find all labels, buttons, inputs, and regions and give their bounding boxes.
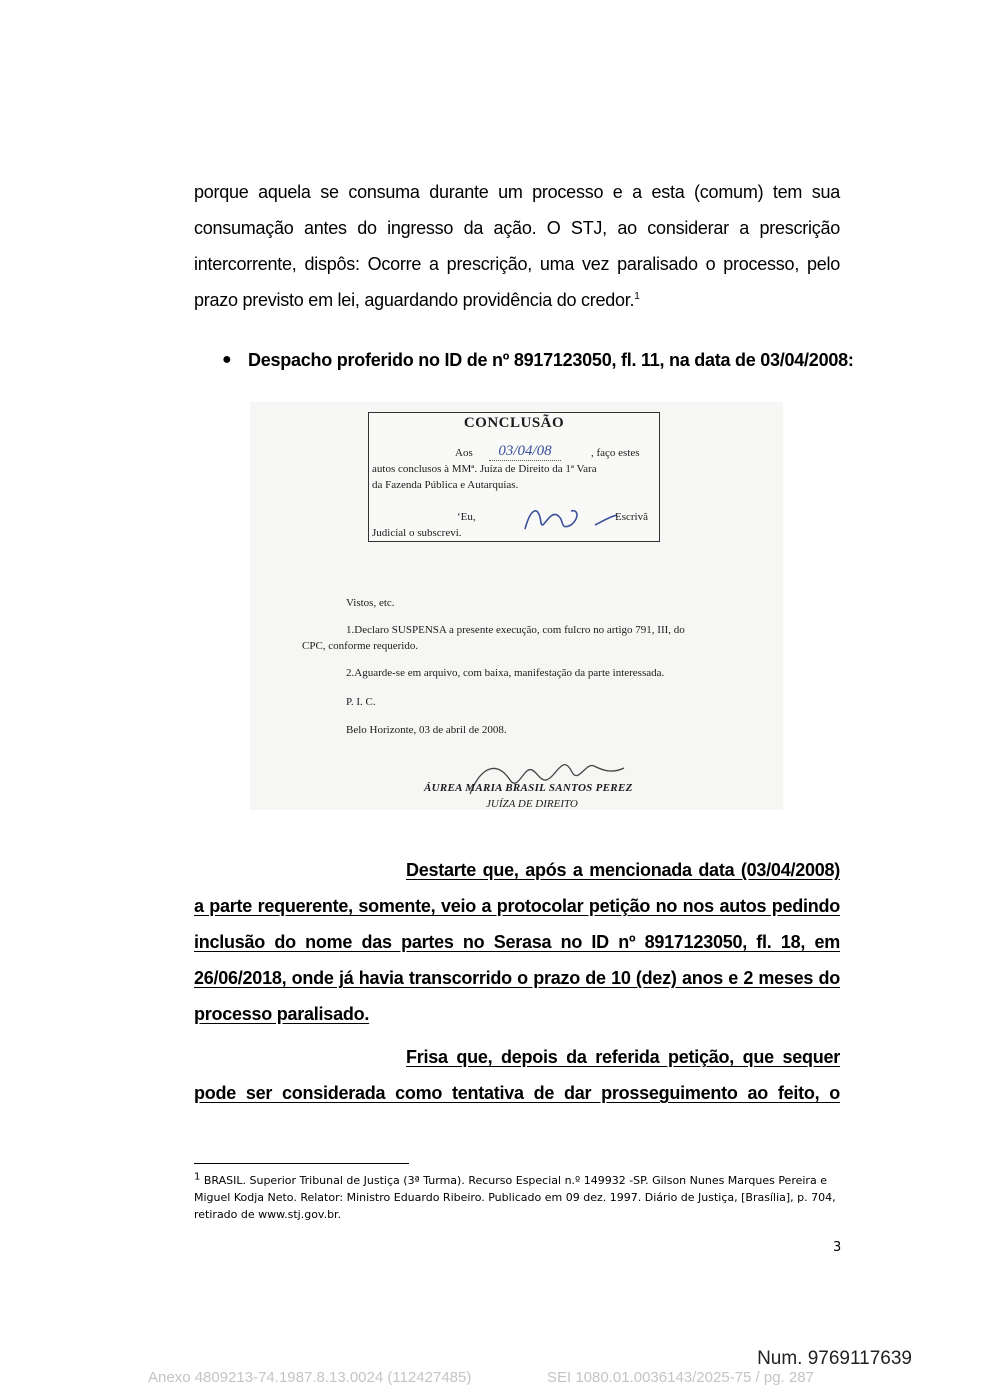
- conclusao-title: CONCLUSÃO: [463, 415, 565, 431]
- conclusao-line2: autos conclusos à MMª. Juíza de Direito da 1ª Vara: [372, 463, 597, 475]
- pic-line: P. I. C.: [346, 696, 376, 708]
- intro-paragraph: [194, 174, 840, 318]
- handwritten-date: 03/04/08: [489, 443, 561, 461]
- place-date-line: Belo Horizonte, 03 de abril de 2008.: [346, 724, 507, 736]
- faco-estes: , faço estes: [591, 447, 640, 459]
- item1-line-b: CPC, conforme requerido.: [302, 640, 419, 652]
- footnote-text: BRASIL. Superior Tribunal de Justiça (3ª Turma). Recurso Especial n.º 149932 -SP. Gilson Nunes Marques Pereira e Miguel Kodja Neto. Relator: Ministro Eduardo Ribeiro. Publicado em 09 dez. 1997. Diário de Justiça, [Brasília], p. 704, retirado de www.stj.gov.br.: [194, 1174, 836, 1221]
- judge-name: ÁUREA MARIA BRASIL SANTOS PEREZ: [424, 782, 633, 794]
- scanned-court-order: [250, 402, 783, 810]
- sei-watermark: SEI 1080.01.0036143/2025-75 / pg. 287: [547, 1369, 814, 1386]
- conclusao-stamp: [368, 412, 660, 542]
- document-number: Num. 9769117639: [757, 1348, 912, 1369]
- judge-role: JUÍZA DE DIREITO: [486, 798, 578, 810]
- footnote: [194, 1172, 840, 1223]
- escriva-label: Escrivã: [615, 511, 648, 523]
- footnote-rule: [194, 1163, 409, 1164]
- item1-line-a: 1.Declaro SUSPENSA a presente execução, com fulcro no artigo 791, III, do: [346, 624, 685, 636]
- vistos-line: Vistos, etc.: [346, 597, 395, 609]
- bullet-heading-text: Despacho proferido no ID de nº 8917123050, fl. 11, na data de 03/04/2008:: [248, 350, 854, 370]
- bullet-dot-icon: ●: [222, 351, 232, 368]
- intro-paragraph-text: porque aquela se consuma durante um processo e a esta (comum) tem sua consumação antes do ingresso da ação. O STJ, ao considerar a prescrição intercorrente, dispôs: Ocorre a prescrição, uma vez paralisado o processo, pelo prazo previsto em lei, aguardando providência do credor.: [194, 182, 840, 310]
- anexo-watermark: Anexo 4809213-74.1987.8.13.0024 (112427485): [148, 1369, 472, 1386]
- aos-label: Aos: [455, 447, 473, 459]
- footnote-number: 1: [194, 1171, 201, 1183]
- frisa-paragraph: Frisa que, depois da referida petição, que sequer pode ser considerada como tentativa de dar prosseguimento ao feito, o: [194, 1047, 840, 1103]
- conclusao-line3: da Fazenda Pública e Autarquias.: [372, 479, 519, 491]
- page-number: 3: [833, 1240, 842, 1255]
- item2-line: 2.Aguarde-se em arquivo, com baixa, manifestação da parte interessada.: [346, 667, 665, 679]
- footnote-reference[interactable]: 1: [634, 291, 640, 302]
- eu-label: ‘Eu,: [457, 511, 476, 523]
- destarte-paragraph: Destarte que, após a mencionada data (03/04/2008) a parte requerente, somente, veio a protocolar petição no nos autos pedindo inclusão do nome das partes no Serasa no ID nº 8917123050, fl. 18, em 26/06/2018, onde já havia transcorrido o prazo de 10 (dez) anos e 2 meses do processo paralisado.: [194, 860, 840, 1024]
- judicial-subscrevi: Judicial o subscrevi.: [372, 527, 462, 539]
